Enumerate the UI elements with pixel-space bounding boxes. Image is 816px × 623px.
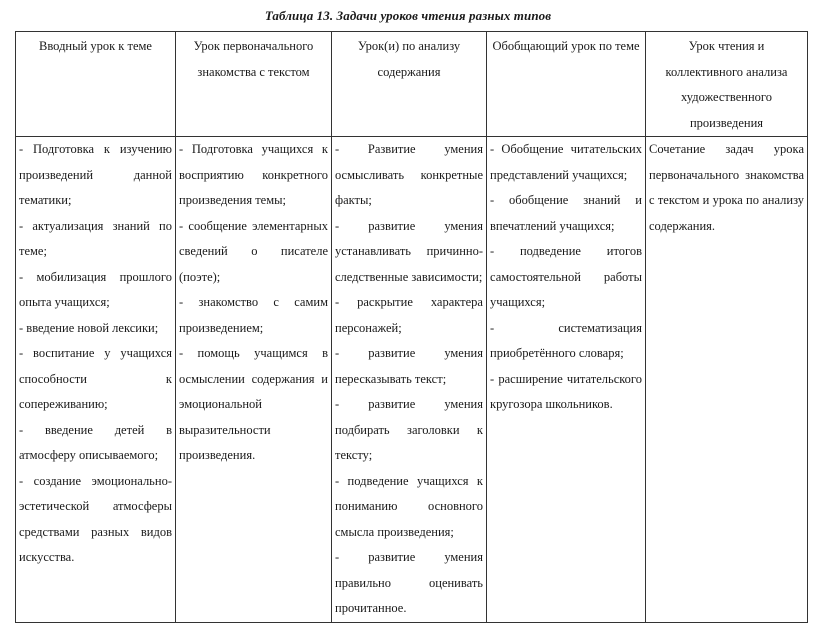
list-item: - актуализация знаний по теме; [19,218,172,258]
list-item: - Подготовка к изучению произведений данной тематики; [19,142,172,207]
header-collective-analysis-lesson: Урок чтения и коллективного анализа художественного произведения [646,32,808,137]
list-item: - систематизация приобретённого словаря; [490,320,642,360]
cell-first-acquaintance-tasks [176,137,332,623]
cell-collective-analysis-tasks [646,137,808,623]
list-item: - развитие умения правильно оценивать прочитанное. [335,550,483,615]
list-item: - расширение читательского кругозора школьников. [490,371,642,411]
list-item: - раскрытие характера персонажей; [335,295,483,335]
list-item: - Развитие умения осмысливать конкретные факты; [335,142,483,207]
list-item: - обобщение знаний и впечатлений учащихся; [490,193,642,233]
header-content-analysis-lesson: Урок(и) по анализу содержания [332,32,487,137]
cell-intro-lesson-tasks [16,137,176,623]
list-item: - знакомство с самим произведением; [179,295,328,335]
list-item: - введение детей в атмосферу описываемого; [19,422,172,462]
table-row [16,137,808,623]
list-item: - подведение учащихся к пониманию основного смысла произведения; [335,473,483,539]
list-item: - помощь учащимся в осмыслении содержания и эмоциональной выразительности произведения. [179,346,328,462]
header-first-acquaintance-lesson: Урок первоначального знакомства с текстом [176,32,332,137]
list-item: - Обобщение читательских представлений учащихся; [490,142,642,182]
cell-summary-lesson-tasks [487,137,646,623]
header-summary-lesson: Обобщающий урок по теме [487,32,646,137]
list-item: - Подготовка учащихся к восприятию конкретного произведения темы; [179,142,328,207]
list-item: - мобилизация прошлого опыта учащихся; [19,269,172,309]
list-item: - развитие умения устанавливать причинно-следственные зависимости; [335,218,483,284]
list-item: - развитие умения пересказывать текст; [335,346,483,386]
table-caption: Таблица 13. Задачи уроков чтения разных типов [264,8,552,23]
header-intro-lesson: Вводный урок к теме [16,32,176,137]
list-item: - развитие умения подбирать заголовки к тексту; [335,397,483,462]
list-item: - подведение итогов самостоятельной работы учащихся; [490,244,642,309]
list-item: - введение новой лексики; [19,320,159,335]
lesson-tasks-table [15,31,808,623]
list-item: Сочетание задач урока первоначального знакомства с текстом и урока по анализу содержания. [649,142,804,233]
cell-content-analysis-tasks [332,137,487,623]
list-item: - создание эмоционально-эстетической атмосферы средствами разных видов искусства. [19,473,172,564]
list-item: - воспитание у учащихся способности к сопереживанию; [19,346,172,411]
list-item: - сообщение элементарных сведений о писателе (поэте); [179,218,328,284]
table-header-row [16,32,808,137]
